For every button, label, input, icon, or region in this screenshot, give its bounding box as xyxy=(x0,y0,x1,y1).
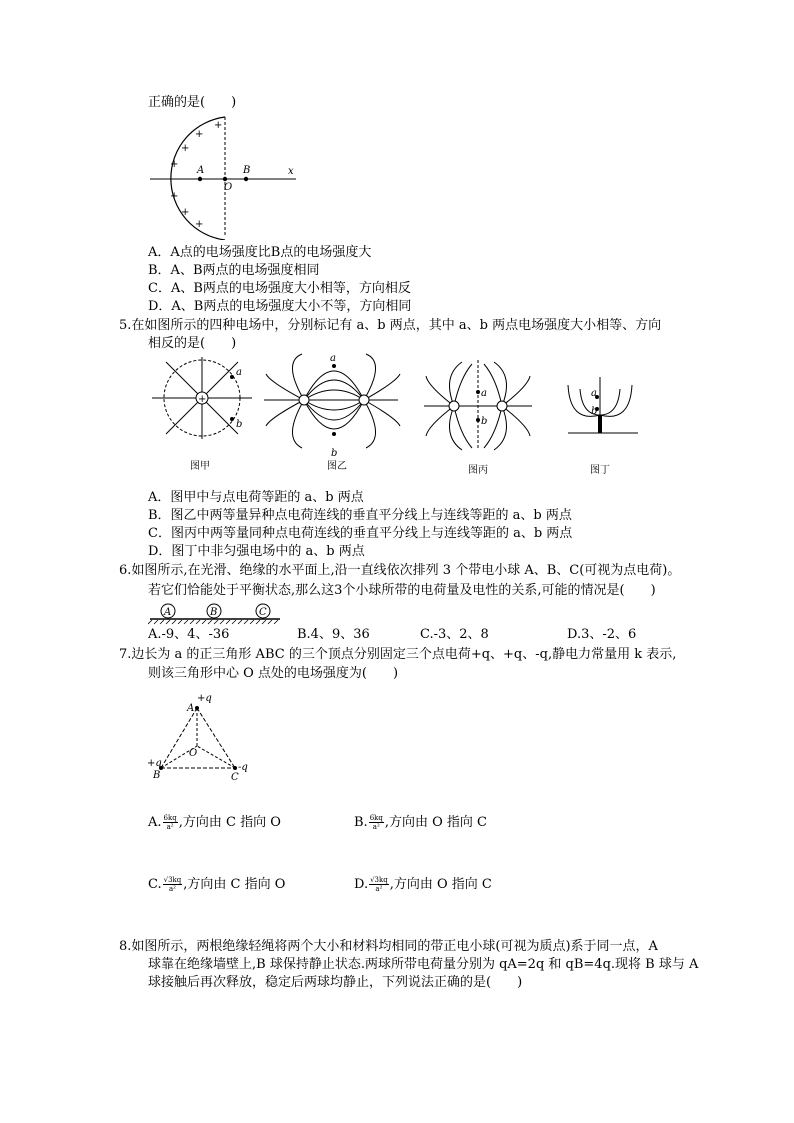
plus-sign: + xyxy=(195,129,204,140)
numerator: 6kq xyxy=(369,814,383,822)
fraction xyxy=(369,814,384,831)
numerator: 6kq xyxy=(163,814,177,822)
option-text: ,方向由 C 指向 O xyxy=(178,815,281,830)
q7-option-b xyxy=(354,814,487,831)
numerator: √3kq xyxy=(370,876,388,884)
q5-figure-bing xyxy=(422,358,534,480)
option-text: ,方向由 O 指向 C xyxy=(389,877,492,892)
q5-ding-b: b xyxy=(591,406,598,417)
option-letter: D. xyxy=(354,877,369,892)
q5-caption-bing: 图丙 xyxy=(468,465,488,476)
denominator: a² xyxy=(375,885,383,893)
q5-figure-ding xyxy=(562,375,642,480)
q5-stem-line1: 5.在如图所示的四种电场中，分别标记有 a、b 两点，其中 a、b 两点电场强度大小相等、方向 xyxy=(119,318,662,333)
q5-caption-yi: 图乙 xyxy=(327,461,347,472)
q5-caption-jia: 图甲 xyxy=(190,461,210,472)
q4-label-a: A xyxy=(197,165,205,176)
fraction xyxy=(369,876,389,893)
q6-option-d: D.3、-2、6 xyxy=(567,627,637,642)
q7-option-c xyxy=(148,876,285,893)
q4-option-b: B．A、B两点的电场强度相同 xyxy=(148,263,320,278)
denominator: a² xyxy=(372,823,380,831)
q8-line1: 8.如图所示，两根绝缘轻绳将两个大小和材料均相同的带正电小球(可视为质点)系于同一点，A xyxy=(119,939,658,954)
q7-label-c: C xyxy=(231,772,239,782)
q4-label-b: B xyxy=(243,165,251,176)
q6-option-a: A.-9、4、-36 xyxy=(148,627,230,642)
q4-option-a: A．A点的电场强度比B点的电场强度大 xyxy=(148,245,372,260)
option-letter: B. xyxy=(354,815,368,830)
q5-jia-a: a xyxy=(236,367,242,378)
q5-figure-jia xyxy=(148,355,258,480)
option-text: ,方向由 O 指向 C xyxy=(384,815,488,830)
q7-label-qb: +q xyxy=(147,758,162,769)
q7-label-qc: -q xyxy=(238,762,248,773)
q4-stem-end: 正确的是( ) xyxy=(148,95,237,110)
q6-option-c: C.-3、2、8 xyxy=(420,627,489,642)
q7-figure xyxy=(145,692,255,782)
q7-option-d xyxy=(354,876,492,893)
q6-figure xyxy=(148,601,283,625)
q5-yi-a: a xyxy=(330,353,336,364)
fraction xyxy=(163,814,178,831)
q4-option-c: C．A、B两点的电场强度大小相等，方向相反 xyxy=(148,281,411,296)
q5-option-d: D．图丁中非匀强电场中的 a、b 两点 xyxy=(148,544,365,559)
q5-yi-b: b xyxy=(331,448,338,459)
plus-sign: + xyxy=(214,120,223,131)
q5-jia-b: b xyxy=(236,419,243,430)
plus-sign: + xyxy=(181,207,190,218)
q5-figure-yi xyxy=(262,352,402,480)
q8-line3: 球接触后再次释放，稳定后两球均静止，下列说法正确的是( ) xyxy=(148,975,523,990)
option-text: ,方向由 C 指向 O xyxy=(183,877,286,892)
q6-ball-c: C xyxy=(259,607,267,618)
plus-sign: + xyxy=(181,143,190,154)
plus-sign: + xyxy=(170,191,179,202)
q5-caption-ding: 图丁 xyxy=(590,465,610,476)
q5-ding-a: a xyxy=(591,388,597,399)
q5-option-c: C．图丙中两等量同种点电荷连线的垂直平分线上与连线等距的 a、b 两点 xyxy=(148,526,573,541)
plus-sign: + xyxy=(170,159,179,170)
q6-ball-a: A xyxy=(164,607,172,618)
q6-stem-line2: 若它们恰能处于平衡状态,那么这3个小球所带的电荷量及电性的关系,可能的情况是( ) xyxy=(148,583,656,598)
q7-stem-line2: 则该三角形中心 O 点处的电场强度为( ) xyxy=(148,666,399,681)
q6-option-b: B.4、9、36 xyxy=(297,627,370,642)
q7-label-a: A xyxy=(187,703,195,714)
q5-bing-b: b xyxy=(481,416,488,427)
q4-label-o: O xyxy=(224,182,233,193)
q5-option-a: A．图甲中与点电荷等距的 a、b 两点 xyxy=(148,490,364,505)
svg-text:+: + xyxy=(198,394,207,405)
denominator: a² xyxy=(166,823,174,831)
fraction xyxy=(163,876,183,893)
q7-label-b: B xyxy=(153,770,161,781)
q8-line2: 球靠在绝缘墙壁上,B 球保持静止状态.两球所带电荷量分别为 qA=2q 和 qB=4q.现将 B 球与 A xyxy=(148,957,699,972)
q7-option-a xyxy=(148,814,281,831)
q5-stem-line2: 相反的是( ) xyxy=(148,336,237,351)
option-letter: A. xyxy=(148,815,162,830)
numerator: √3kq xyxy=(163,876,182,884)
q7-stem-line1: 7.边长为 a 的正三角形 ABC 的三个顶点分别固定三个点电荷+q、+q、-q,静电力常量用 k 表示, xyxy=(119,647,677,662)
option-letter: C. xyxy=(148,877,162,892)
q5-bing-a: a xyxy=(481,388,487,399)
q5-option-b: B．图乙中两等量异种点电荷连线的垂直平分线上与连线等距的 a、b 两点 xyxy=(148,508,572,523)
q4-figure xyxy=(148,115,308,240)
q4-option-d: D．A、B两点的电场强度大小不等，方向相同 xyxy=(148,299,412,314)
q7-label-o: O xyxy=(189,748,198,759)
q6-ball-b: B xyxy=(210,607,218,618)
q4-label-x: x xyxy=(288,166,294,177)
q7-label-qa: +q xyxy=(197,693,212,704)
q6-stem-line1: 6.如图所示,在光滑、绝缘的水平面上,沿一直线依次排列 3 个带电小球 A、B、C(可视为点电荷)。 xyxy=(119,563,681,578)
plus-sign: + xyxy=(195,219,204,230)
denominator: a² xyxy=(168,885,176,893)
